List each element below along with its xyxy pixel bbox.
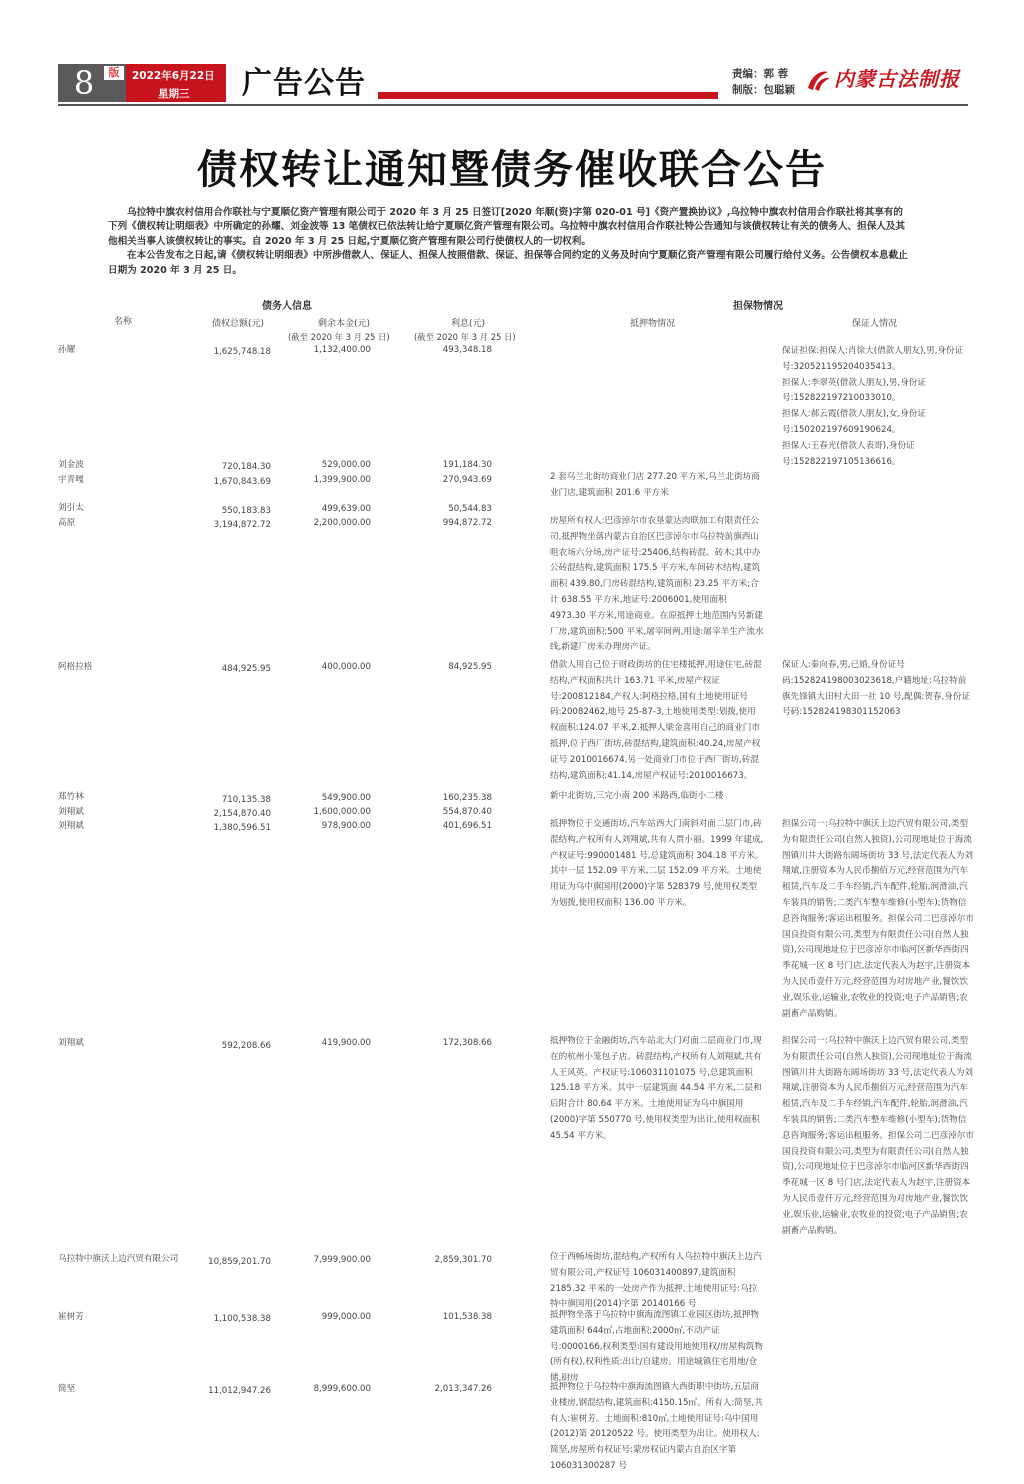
claim-total: 3,194,872.72 xyxy=(213,520,271,530)
interest: 50,544.83 xyxy=(448,504,492,514)
interest: 191,184.30 xyxy=(442,460,492,470)
interest: 270,943.69 xyxy=(442,475,492,485)
collateral-info: 2 套乌兰北街坊商业门店 277.20 平方米,乌兰北街坊商业门店,建筑面积 201.6 平方米 xyxy=(550,472,760,498)
debtor-group-header: 债务人信息 xyxy=(262,301,312,312)
debtor-name: 刘翔斌 xyxy=(58,1038,84,1048)
debtor-name: 刘翔斌 xyxy=(58,821,84,831)
collateral-info: 借款人用自己位于财政街坊的住宅楼抵押,用途住宅,砖混结构,产权面积共计 163.71 平米,房屋产权证号:200812184,产权人:阿格拉格,国有土地使用证号码:20082462,地号 25-87-3,土地使用类型:划拨,使用权面积:124.07 平米,2.抵押人梁金喜用自己的商业门市抵押,位于西厂街坊,砖混结构,建筑面积:40.24,房屋产权证号 2010016674,另一处商业门市位于西厂街坊,砖混结构,建筑面积:41.14,房屋产权证号:2010016673。 xyxy=(550,660,762,781)
interest: 493,348.18 xyxy=(442,345,492,355)
interest: 160,235.38 xyxy=(442,793,492,803)
claim-total: 1,380,596.51 xyxy=(213,823,271,833)
col-collateral-header: 抵押物情况 xyxy=(630,319,676,329)
issue-date: 2022年6月22日 xyxy=(132,70,215,82)
remaining-principal: 549,900.00 xyxy=(321,793,371,803)
intro-paragraph: 乌拉特中旗农村信用合作联社与宁夏顺亿资产管理有限公司于 2020 年 3 月 25 日签订[2020 年顺(资)字第 020-01 号]《资产置换协议》,乌拉特中旗农村信用合作联社将其享有的下列《债权转让明细表》中所确定的孙耀、刘金波等 13 笔债权已依法转让给宁夏顺亿资产管理有限公司。乌拉特中旗农村信用合作联社特公告通知与该债权转让有关的债务人、担保人及其他相关当事人该债权转让的事实。自 2020 年 3 月 25 日起,宁夏顺亿资产管理有限公司行使债权人的一切权利。 xyxy=(108,207,906,247)
claim-total: 11,012,947.26 xyxy=(208,1386,271,1396)
newspaper-logo-icon xyxy=(804,66,832,94)
debtor-name: 高原 xyxy=(58,518,76,528)
interest: 172,308.66 xyxy=(442,1038,492,1048)
header-red-line xyxy=(378,92,718,99)
notice-title: 债权转让通知暨债务催收联合公告 xyxy=(197,146,827,193)
remaining-principal: 999,000.00 xyxy=(321,1312,371,1322)
col-principal-subheader: (截至 2020 年 3 月 25 日) xyxy=(288,332,390,342)
interest: 401,696.51 xyxy=(442,821,492,831)
remaining-principal: 978,900.00 xyxy=(321,821,371,831)
col-principal-header: 剩余本金(元) xyxy=(318,319,371,329)
page-number: 8 xyxy=(73,64,95,102)
claim-total: 710,135.38 xyxy=(221,795,271,805)
interest: 994,872.72 xyxy=(442,518,492,528)
claim-total: 484,925.95 xyxy=(221,664,271,674)
col-name-header: 名称 xyxy=(114,317,133,327)
debtor-name: 阿格拉格 xyxy=(58,662,93,672)
newspaper-logo: 内蒙古法制报 xyxy=(834,67,960,91)
remaining-principal: 419,900.00 xyxy=(321,1038,371,1048)
guarantor-info: 担保公司一:乌拉特中旗沃上边汽贸有限公司,类型为有限责任公司(自然人独资),公司现地址位于海流图镇川井大街路东阔场街坊 33 号,法定代表人为刘翔斌,注册资本为人民币捌佰万元,经营范围为汽车租赁,汽车及二手车经销,汽车配件,轮胎,润滑油,汽车装具的销售;二类汽车整车维修(小型车);货物信息咨询服务;客运出租服务。担保公司二巴彦淖尔市国良投资有限公司,类型为有限责任公司(自然人独资),公司现地址位于巴彦淖尔市临河区新华西街四季花城一区 8 号门店,法定代表人为赵宇,注册资本为人民币壹仟万元,经营范围为对房地产业,餐饮饮业,娱乐业,运输业,农牧业的投资;电子产品销售;农副畜产品购销。 xyxy=(782,819,974,1019)
remaining-principal: 8,999,600.00 xyxy=(313,1384,371,1394)
remaining-principal: 529,000.00 xyxy=(321,460,371,470)
guarantor-info: 保证人:秦向春,男,已婚,身份证号码:152824198003023618,户籍地址:乌拉特前旗先锋镇大田村大田一社 10 号,配偶:贺春,身份证号码:152824198301152063 xyxy=(782,660,971,718)
claim-total: 720,184.30 xyxy=(221,462,271,472)
collateral-group-header: 担保物情况 xyxy=(733,301,783,312)
col-interest-subheader: (截至 2020 年 3 月 25 日) xyxy=(414,332,516,342)
col-interest-header: 利息(元) xyxy=(451,319,486,329)
debtor-name: 崔树芳 xyxy=(58,1312,84,1322)
debtor-name: 刘金波 xyxy=(58,460,84,470)
collateral-info: 新中北街坊,三完小南 200 米路西,临街小二楼 xyxy=(550,791,724,801)
producer-name: 制版：包聪颖 xyxy=(732,84,795,96)
guarantor-info: 担保公司一:乌拉特中旗沃上边汽贸有限公司,类型为有限责任公司(自然人独资),公司现地址位于海流图镇川井大街路东阔场街坊 33 号,法定代表人为刘翔斌,注册资本为人民币捌佰万元,经营范围为汽车租赁,汽车及二手车经销,汽车配件,轮胎,润滑油,汽车装具的销售;二类汽车整车维修(小型车);货物信息咨询服务;客运出租服务。担保公司二巴彦淖尔市国良投资有限公司,类型为有限责任公司(自然人独资),公司现地址位于巴彦淖尔市临河区新华西街四季花城一区 8 号门店,法定代表人为赵宇,注册资本为人民币壹仟万元,经营范围为对房地产业,餐饮饮业,娱乐业,运输业,农牧业的投资;电子产品销售;农副畜产品购销。 xyxy=(782,1036,974,1236)
debtor-name: 宇青嘎 xyxy=(58,475,84,485)
collateral-info: 位于西畅场街坊,混结构,产权所有人乌拉特中旗沃上边汽贸有限公司,产权证号 106031400897,建筑面积 2185.32 平米的一处房产作为抵押,土地使用证号:乌拉特中旗国用(2014)字第 20140166 号 xyxy=(550,1252,762,1310)
claim-total: 10,859,201.70 xyxy=(208,1257,271,1267)
remaining-principal: 499,639.00 xyxy=(321,504,371,514)
guarantor-info: 保证担保:担保人:肖徐大(借款人朋友),男,身份证号:320521195204035413。 担保人:李翠英(借款人朋友),男,身份证号:152822197210033010。 担保人:郝云霞(借款人朋友),女,身份证号:150202197609190624。 担保人:王春光(借款人表哥),身份证号:152822197105136616。 xyxy=(782,346,964,467)
debtor-name: 乌拉特中旗沃上边汽贸有限公司 xyxy=(58,1254,179,1264)
claim-total: 2,154,870.40 xyxy=(213,809,271,819)
collateral-info: 抵押物位于金融街坊,汽车站北大门对面二层商业门市,现在的杭州小笼包子店。砖混结构,产权所有人刘翔斌,共有人王风英。产权证号:106031101075 号,总建筑面积 125.18 平方米。其中一层建筑面 44.54 平方米,二层和后附合计 80.64 平方米。土地使用证为乌中旗国用(2000)字第 550770 号,使用权类型为出让,使用权面积 45.54 平方米。 xyxy=(550,1036,762,1141)
intro-paragraph: 在本公告发布之日起,请《债权转让明细表》中所涉借款人、保证人、担保人按照借款、保证、担保等合同约定的义务及时向宁夏顺亿资产管理有限公司履行给付义务。公告债权本息截止日期为 2020 年 3 月 25 日。 xyxy=(108,250,908,276)
editor-credits xyxy=(732,66,795,98)
claim-total: 1,670,843.69 xyxy=(213,477,271,487)
debtor-name: 孙耀 xyxy=(58,345,76,355)
collateral-info: 抵押物位于交通街坊,汽车站西大门南斜对面二层门市,砖混结构,产权所有人刘翔斌,共有人贾小丽。1999 年建成,产权证号:990001481 号,总建筑面积 304.18 平方米。其中一层 152.09 平方米,二层 152.09 平方米。土地使用证为乌中旗国用(2000)字第 528379 号,使用权类型为划拨,使用权面积 136.00 平方米。 xyxy=(550,819,764,908)
editor-name: 责编：郭 蓉 xyxy=(732,68,789,80)
remaining-principal: 1,132,400.00 xyxy=(313,345,371,355)
debtor-name: 刘引太 xyxy=(58,503,84,513)
remaining-principal: 7,999,900.00 xyxy=(313,1255,371,1265)
collateral-info: 抵押物位于乌拉特中旗海流图镇大西街职中街坊,五层商业楼房,钢混结构,建筑面积:4150.15㎡。所有人:简坚,共有人:崔树芳。土地面积:810㎡,土地使用证号:乌中国用(2012)第 20120522 号。使用类型为出让。使用权人:简坚,房屋所有权证号:蒙房权证内蒙古自治区字第 106031300287 号 xyxy=(550,1382,763,1471)
claim-total: 1,100,538.38 xyxy=(213,1314,271,1324)
notice-intro xyxy=(108,206,908,278)
remaining-principal: 2,200,000.00 xyxy=(313,518,371,528)
remaining-principal: 400,000.00 xyxy=(321,662,371,672)
ban-label: 版 xyxy=(104,66,124,80)
debtor-name: 郑竹林 xyxy=(58,792,84,802)
debtor-name: 刘翔斌 xyxy=(58,807,84,817)
section-title: 广告公告 xyxy=(242,66,366,101)
remaining-principal: 1,399,900.00 xyxy=(313,475,371,485)
remaining-principal: 1,600,000.00 xyxy=(313,807,371,817)
collateral-info: 房屋所有权人:巴彦淖尔市农垦蒙达肉联加工有限责任公司,抵押物坐落内蒙古自治区巴彦淖尔市乌拉特前旗西山咀农场六分场,房产证号:25406,结构砖混、砖木;其中办公砖混结构,建筑面积 175.5 平方米,车间砖木结构,建筑面积 439.80,门房砖混结构,建筑面积 23.25 平方米;合计 638.55 平方米,地证号:2006001,使用面积 4973.30 平方米,用途商业。在原抵押土地范围内另新建厂房,建筑面积:500 平米,屠宰间两,用途:屠宰羊生产流水线,新建厂房未办理房产证。 xyxy=(550,516,764,653)
interest: 101,538.38 xyxy=(442,1312,492,1322)
claim-total: 592,208.66 xyxy=(221,1041,271,1051)
col-total-header: 债权总额(元) xyxy=(212,319,265,329)
issue-weekday: 星期三 xyxy=(158,88,190,100)
claim-total: 1,625,748.18 xyxy=(213,347,271,357)
interest: 84,925.95 xyxy=(448,662,492,672)
interest: 2,859,301.70 xyxy=(434,1255,492,1265)
debtor-name: 简坚 xyxy=(58,1384,76,1394)
claim-total: 550,183.83 xyxy=(221,506,271,516)
collateral-info: 抵押物坐落于乌拉特中旗海流图镇工业园区街坊,抵押物建筑面积 644㎡,占地面积:2000㎡,不动产证号:0000166,权利类型:国有建设用地使用权/房屋构筑物(所有权),权利性质:出让/自建房。用途城镇住宅用地/仓储,厨房 xyxy=(550,1310,763,1384)
col-guarantor-header: 保证人情况 xyxy=(852,319,898,329)
interest: 2,013,347.26 xyxy=(434,1384,492,1394)
header-rule xyxy=(58,104,968,106)
interest: 554,870.40 xyxy=(442,807,492,817)
